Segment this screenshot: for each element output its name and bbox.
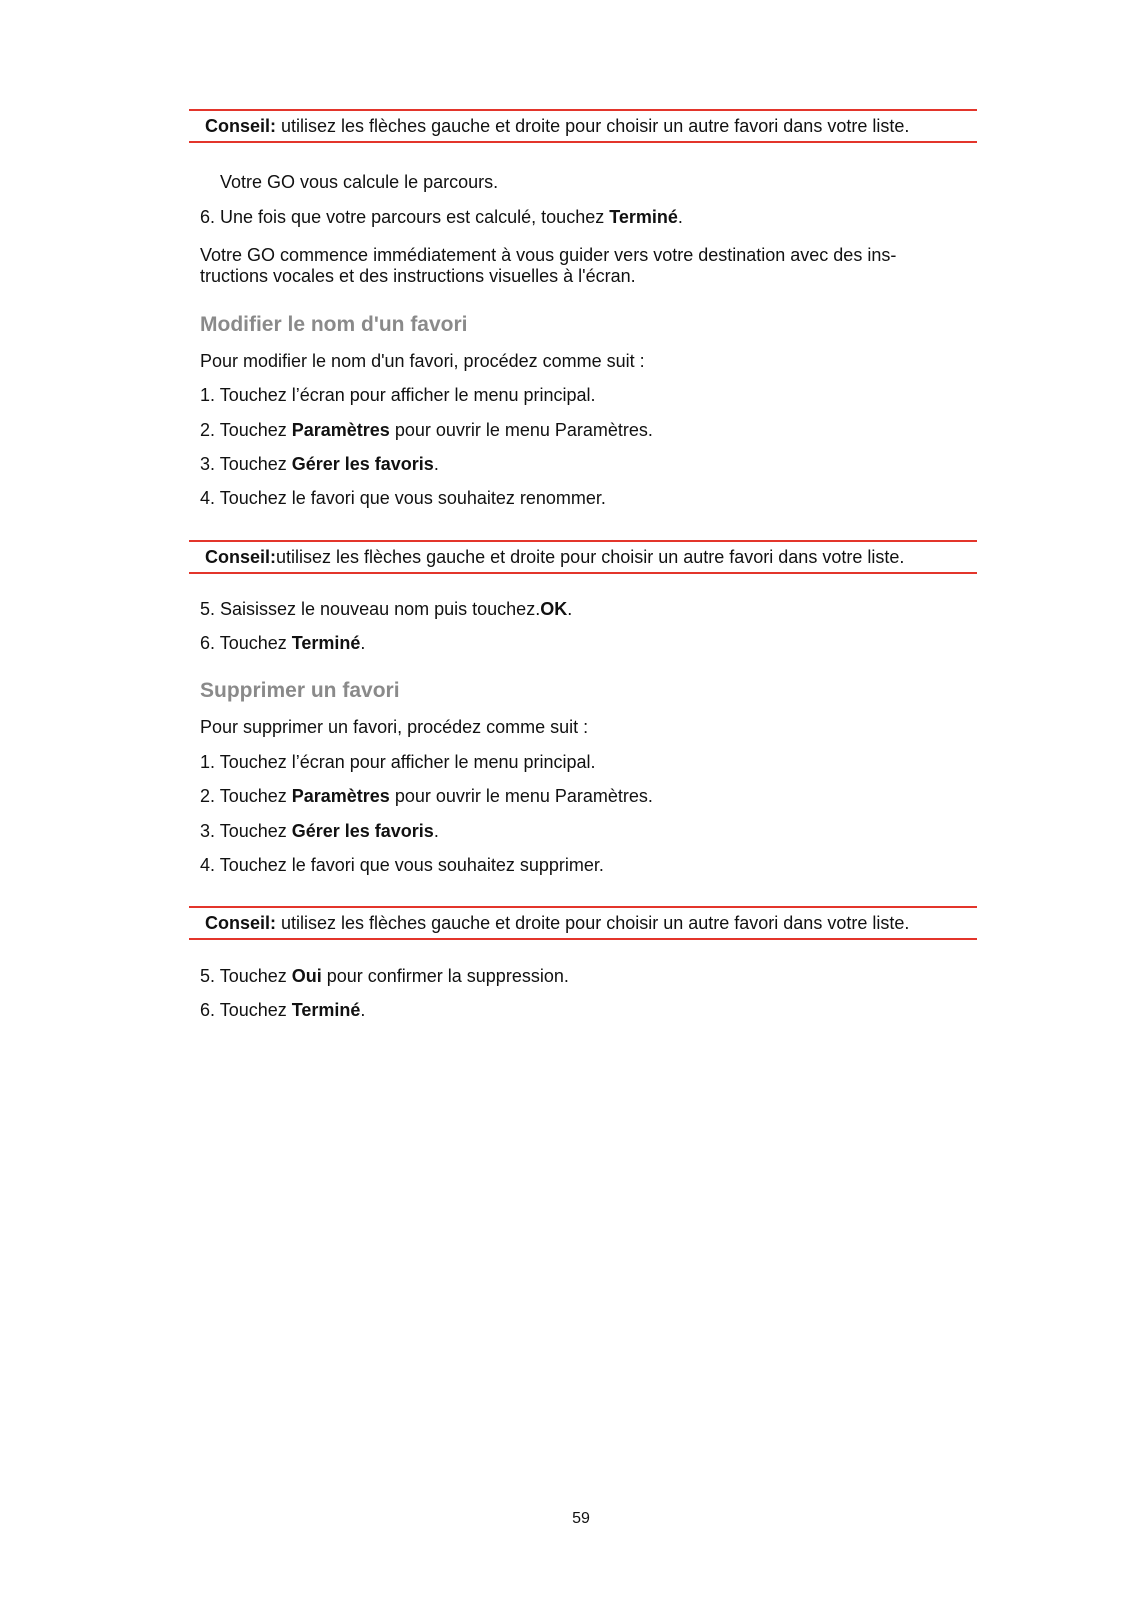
tip-text [205, 546, 904, 568]
tip-label: Conseil: [205, 116, 277, 136]
guide-paragraph-line1: Votre GO commence immédiatement à vous guider vers votre destination avec des ins- [200, 245, 897, 265]
tip-body: utilisez les flèches gauche et droite pour choisir un autre favori dans votre liste. [276, 116, 910, 136]
section-heading-delete: Supprimer un favori [200, 679, 400, 702]
tip-box [189, 109, 977, 143]
list-item: 5. Saisissez le nouveau nom puis touchez.OK. [200, 599, 573, 619]
list-item: 2. Touchez Paramètres pour ouvrir le menu Paramètres. [200, 420, 653, 440]
section-intro: Pour supprimer un favori, procédez comme suit : [200, 717, 589, 737]
tip-label: Conseil: [205, 913, 277, 933]
list-item: 6. Une fois que votre parcours est calculé, touchez Terminé. [200, 207, 683, 227]
list-item: 6. Touchez Terminé. [200, 1000, 366, 1020]
guide-paragraph-line2: tructions vocales et des instructions visuelles à l'écran. [200, 266, 636, 286]
list-item: 6. Touchez Terminé. [200, 633, 366, 653]
tip-box [189, 540, 977, 574]
calc-text: Votre GO vous calcule le parcours. [220, 172, 499, 192]
list-item: 1. Touchez l’écran pour afficher le menu principal. [200, 752, 596, 772]
list-item: 5. Touchez Oui pour confirmer la suppression. [200, 966, 569, 986]
tip-body: utilisez les flèches gauche et droite pour choisir un autre favori dans votre liste. [276, 913, 910, 933]
tip-text [205, 115, 909, 137]
page-number: 59 [572, 1510, 590, 1527]
section-heading-rename: Modifier le nom d'un favori [200, 313, 468, 336]
list-item: 4. Touchez le favori que vous souhaitez renommer. [200, 488, 606, 508]
list-item: 4. Touchez le favori que vous souhaitez supprimer. [200, 855, 604, 875]
list-item: 3. Touchez Gérer les favoris. [200, 454, 439, 474]
list-item: 3. Touchez Gérer les favoris. [200, 821, 439, 841]
section-intro: Pour modifier le nom d'un favori, procédez comme suit : [200, 351, 645, 371]
tip-body: utilisez les flèches gauche et droite pour choisir un autre favori dans votre liste. [276, 547, 905, 567]
tip-text [205, 912, 909, 934]
list-item: 2. Touchez Paramètres pour ouvrir le menu Paramètres. [200, 786, 653, 806]
list-item: 1. Touchez l’écran pour afficher le menu principal. [200, 385, 596, 405]
tip-label: Conseil: [205, 547, 277, 567]
tip-box [189, 906, 977, 940]
